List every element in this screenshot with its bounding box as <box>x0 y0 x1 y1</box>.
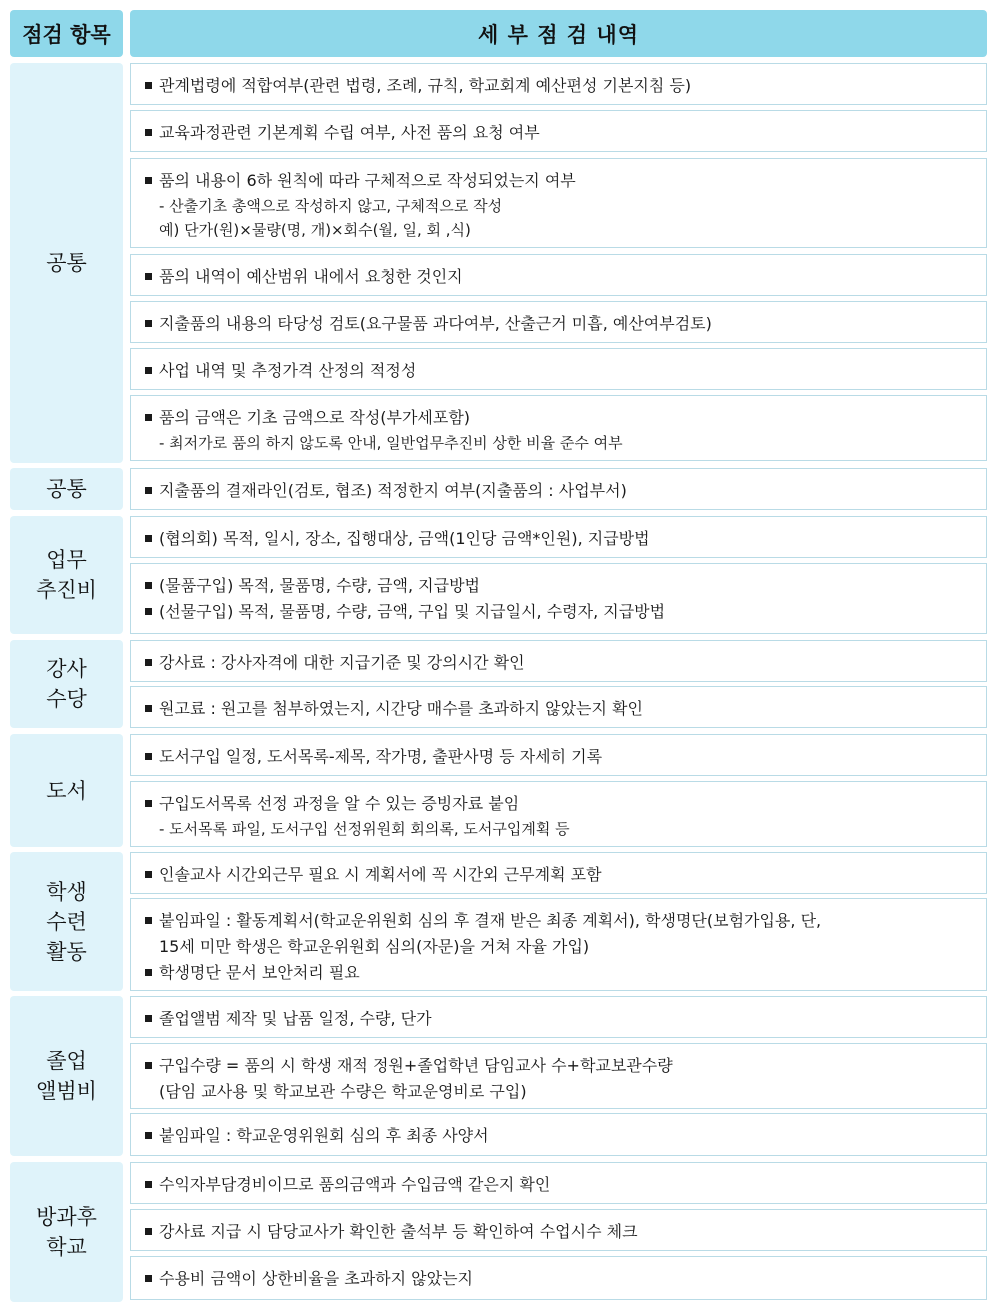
bullet-text: 품의 금액은 기초 금액으로 작성(부가세포함) <box>159 408 471 427</box>
bullet-line <box>145 1053 974 1079</box>
bullet-text: 붙임파일 : 학교운영위원회 심의 후 최종 사양서 <box>159 1126 489 1145</box>
check-item <box>130 468 987 510</box>
bullet-text: 붙임파일 : 활동계획서(학교운위원회 심의 후 결재 받은 최종 계획서), 학생명단(보험가입용, 단, <box>159 911 822 930</box>
category-cell <box>10 640 123 728</box>
square-bullet-icon <box>145 871 152 878</box>
check-item <box>130 734 987 776</box>
bullet-line <box>145 478 974 504</box>
bullet-line <box>145 960 974 986</box>
check-item <box>130 1209 987 1251</box>
bullet-line <box>145 1123 974 1149</box>
square-bullet-icon <box>145 320 152 327</box>
bullet-text: 구입도서목록 선정 과정을 알 수 있는 증빙자료 붙임 <box>159 794 520 813</box>
bullet-line <box>145 573 974 599</box>
bullet-text: 원고료 : 원고를 첨부하였는지, 시간당 매수를 초과하지 않았는지 확인 <box>159 699 643 718</box>
bullet-text: 도서구입 일정, 도서목록-제목, 작가명, 출판사명 등 자세히 기록 <box>159 747 603 766</box>
continuation-line: 15세 미만 학생은 학교운위원회 심의(자문)을 거쳐 자율 가입) <box>159 937 590 956</box>
check-item <box>130 1256 987 1300</box>
square-bullet-icon <box>145 800 152 807</box>
check-item <box>130 563 987 634</box>
check-item <box>130 1162 987 1204</box>
bullet-text: 관계법령에 적합여부(관련 법령, 조례, 규칙, 학교회계 예산편성 기본지침 등) <box>159 76 692 95</box>
check-item <box>130 852 987 894</box>
square-bullet-icon <box>145 608 152 615</box>
square-bullet-icon <box>145 1181 152 1188</box>
square-bullet-icon <box>145 659 152 666</box>
check-item <box>130 516 987 558</box>
square-bullet-icon <box>145 414 152 421</box>
category-cell <box>10 734 123 847</box>
header-category: 점검 항목 <box>10 10 123 57</box>
square-bullet-icon <box>145 273 152 280</box>
category-cell <box>10 468 123 510</box>
bullet-line <box>145 1006 974 1032</box>
bullet-line <box>145 311 974 337</box>
square-bullet-icon <box>145 1015 152 1022</box>
check-item <box>130 301 987 343</box>
bullet-line <box>145 791 974 817</box>
sub-line: - 산출기초 총액으로 작성하지 않고, 구체적으로 작성 <box>159 197 503 215</box>
sub-line: 예) 단가(원)×물량(명, 개)×회수(월, 일, 회 ,식) <box>159 221 471 239</box>
bullet-text: 지출품의 내용의 타당성 검토(요구물품 과다여부, 산출근거 미흡, 예산여부검토) <box>159 314 712 333</box>
bullet-line <box>145 696 974 722</box>
square-bullet-icon <box>145 487 152 494</box>
square-bullet-icon <box>145 1275 152 1282</box>
bullet-text: 졸업앨범 제작 및 납품 일정, 수량, 단가 <box>159 1009 432 1028</box>
check-item <box>130 686 987 728</box>
check-item <box>130 1043 987 1109</box>
bullet-text: 수익자부담경비이므로 품의금액과 수입금액 같은지 확인 <box>159 1175 551 1194</box>
square-bullet-icon <box>145 367 152 374</box>
bullet-line <box>145 744 974 770</box>
bullet-text: 품의 내용이 6하 원칙에 따라 구체적으로 작성되었는지 여부 <box>159 171 576 190</box>
check-item <box>130 781 987 847</box>
square-bullet-icon <box>145 1132 152 1139</box>
bullet-line <box>145 650 974 676</box>
bullet-line <box>145 264 974 290</box>
category-label: 학생 수련 활동 <box>46 879 87 964</box>
square-bullet-icon <box>145 753 152 760</box>
category-cell <box>10 63 123 463</box>
bullet-text: 강사료 지급 시 담당교사가 확인한 출석부 등 확인하여 수업시수 체크 <box>159 1222 638 1241</box>
header-details: 세 부 점 검 내역 <box>130 10 987 57</box>
sub-line: - 도서목록 파일, 도서구입 선정위원회 회의록, 도서구입계획 등 <box>159 820 570 838</box>
bullet-text: 지출품의 결재라인(검토, 협조) 적정한지 여부(지출품의 : 사업부서) <box>159 481 627 500</box>
bullet-text: 인솔교사 시간외근무 필요 시 계획서에 꼭 시간외 근무계획 포함 <box>159 865 602 884</box>
square-bullet-icon <box>145 535 152 542</box>
square-bullet-icon <box>145 129 152 136</box>
square-bullet-icon <box>145 969 152 976</box>
bullet-text: 수용비 금액이 상한비율을 초과하지 않았는지 <box>159 1269 474 1288</box>
check-item <box>130 348 987 390</box>
bullet-text: 학생명단 문서 보안처리 필요 <box>159 963 360 982</box>
square-bullet-icon <box>145 82 152 89</box>
bullet-text: 품의 내역이 예산범위 내에서 요청한 것인지 <box>159 267 463 286</box>
bullet-line <box>145 168 974 194</box>
bullet-line <box>145 405 974 431</box>
bullet-text: 교육과정관련 기본계획 수립 여부, 사전 품의 요청 여부 <box>159 123 540 142</box>
square-bullet-icon <box>145 1062 152 1069</box>
square-bullet-icon <box>145 917 152 924</box>
check-item <box>130 63 987 105</box>
bullet-text: 구입수량 = 품의 시 학생 재적 정원+졸업학년 담임교사 수+학교보관수량 <box>159 1056 673 1075</box>
bullet-line <box>145 120 974 146</box>
category-cell <box>10 852 123 991</box>
category-label: 졸업 앨범비 <box>36 1049 97 1103</box>
check-item <box>130 1113 987 1156</box>
bullet-line <box>145 1266 974 1292</box>
check-item <box>130 158 987 248</box>
category-label: 도서 <box>46 778 87 803</box>
square-bullet-icon <box>145 177 152 184</box>
bullet-text: (선물구입) 목적, 물품명, 수량, 금액, 구입 및 지급일시, 수령자, 지급방법 <box>159 602 666 621</box>
category-label: 업무 추진비 <box>36 548 97 602</box>
bullet-line <box>145 862 974 888</box>
bullet-text: 강사료 : 강사자격에 대한 지급기준 및 강의시간 확인 <box>159 653 525 672</box>
square-bullet-icon <box>145 582 152 589</box>
bullet-line <box>145 526 974 552</box>
check-item <box>130 110 987 152</box>
bullet-line <box>145 1172 974 1198</box>
square-bullet-icon <box>145 705 152 712</box>
check-item <box>130 640 987 682</box>
bullet-line <box>145 73 974 99</box>
category-label: 강사 수당 <box>46 657 87 711</box>
bullet-line <box>145 599 974 625</box>
sub-line: - 최저가로 품의 하지 않도록 안내, 일반업무추진비 상한 비율 준수 여부 <box>159 434 623 452</box>
check-item <box>130 254 987 296</box>
bullet-line <box>145 1219 974 1245</box>
category-cell <box>10 1162 123 1302</box>
category-label: 공통 <box>46 251 87 275</box>
check-item <box>130 898 987 991</box>
check-item <box>130 996 987 1038</box>
continuation-line: (담임 교사용 및 학교보관 수량은 학교운영비로 구입) <box>159 1082 527 1101</box>
bullet-text: 사업 내역 및 추정가격 산정의 적정성 <box>159 361 417 380</box>
bullet-text: (협의회) 목적, 일시, 장소, 집행대상, 금액(1인당 금액*인원), 지급방법 <box>159 529 650 548</box>
bullet-line <box>145 358 974 384</box>
category-label: 공통 <box>46 477 87 501</box>
check-item <box>130 395 987 461</box>
category-label: 방과후 학교 <box>36 1205 97 1259</box>
bullet-text: (물품구입) 목적, 물품명, 수량, 금액, 지급방법 <box>159 576 481 595</box>
square-bullet-icon <box>145 1228 152 1235</box>
bullet-line <box>145 908 974 934</box>
category-cell <box>10 996 123 1156</box>
category-cell <box>10 516 123 634</box>
